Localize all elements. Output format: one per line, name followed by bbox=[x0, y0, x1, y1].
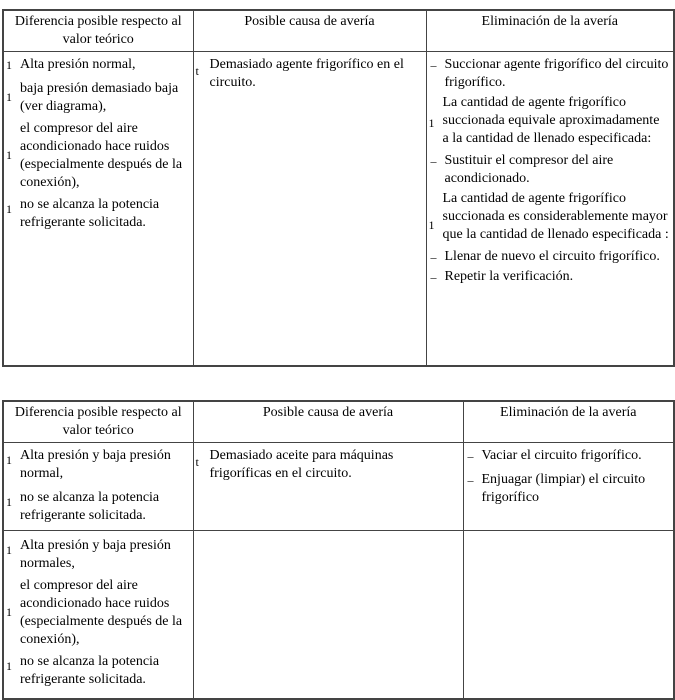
item-text: La cantidad de agente frigorífico succionada es considerablemente mayor que la cantidad de llenado especificada : bbox=[442, 191, 669, 242]
item-text: no se alcanza la potencia refrigerante solicitada. bbox=[20, 490, 160, 523]
item-text: no se alcanza la potencia refrigerante solicitada. bbox=[20, 654, 160, 687]
item-marker: 1 bbox=[6, 58, 12, 72]
item-marker: t bbox=[195, 64, 199, 78]
item-text: Vaciar el circuito frigorífico. bbox=[481, 448, 642, 463]
cell-difference bbox=[3, 443, 193, 531]
header-elimination: Eliminación de la avería bbox=[463, 401, 674, 443]
cell-elimination-empty bbox=[463, 531, 674, 699]
item-marker: 1 bbox=[6, 202, 12, 216]
list-item bbox=[6, 56, 191, 74]
list-item bbox=[429, 94, 670, 148]
item-text: Succionar agente frigorífico del circuito frigorífico. bbox=[444, 57, 669, 90]
list-item bbox=[6, 653, 191, 689]
item-text: Repetir la verificación. bbox=[444, 269, 574, 284]
list-item bbox=[6, 80, 191, 116]
list-item bbox=[466, 447, 670, 465]
list-item bbox=[429, 152, 670, 188]
dash-marker: – bbox=[430, 154, 437, 168]
header-cause: Posible causa de avería bbox=[193, 10, 426, 52]
dash-marker: – bbox=[467, 449, 474, 463]
item-text: Alta presión y baja presión normales, bbox=[20, 538, 171, 571]
table-header-row bbox=[3, 10, 674, 52]
list-item bbox=[196, 56, 422, 92]
item-text: Llenar de nuevo el circuito frigorífico. bbox=[444, 249, 660, 264]
item-text: Enjuagar (limpiar) el circuito frigorífico bbox=[481, 472, 646, 505]
cell-cause bbox=[193, 443, 463, 531]
item-text: Alta presión normal, bbox=[20, 57, 136, 72]
item-text: Sustituir el compresor del aire acondicionado. bbox=[444, 153, 614, 186]
cell-elimination bbox=[463, 443, 674, 531]
dash-marker: – bbox=[430, 58, 437, 72]
list-item bbox=[6, 489, 191, 525]
item-text: Demasiado agente frigorífico en el circuito. bbox=[209, 57, 404, 90]
item-text: no se alcanza la potencia refrigerante solicitada. bbox=[20, 197, 160, 230]
header-elimination: Eliminación de la avería bbox=[426, 10, 674, 52]
cell-difference bbox=[3, 531, 193, 699]
item-text: La cantidad de agente frigorífico succionada equivale aproximadamente a la cantidad de llenado especificada: bbox=[442, 95, 660, 146]
item-marker: 1 bbox=[6, 659, 12, 673]
table-row bbox=[3, 531, 674, 699]
list-item bbox=[429, 190, 670, 244]
item-marker: 1 bbox=[428, 116, 435, 130]
item-marker: 1 bbox=[6, 495, 12, 509]
item-marker: 1 bbox=[6, 605, 12, 619]
list-item bbox=[6, 577, 191, 649]
cell-cause-empty bbox=[193, 531, 463, 699]
cell-elimination bbox=[426, 52, 674, 366]
dash-marker: – bbox=[467, 473, 474, 487]
cell-difference bbox=[3, 52, 193, 366]
list-item bbox=[429, 56, 670, 92]
list-item bbox=[6, 120, 191, 192]
item-text: el compresor del aire acondicionado hace ruidos (especialmente después de la conexión), bbox=[20, 121, 183, 190]
item-text: Demasiado aceite para máquinas frigoríficas en el circuito. bbox=[209, 448, 394, 481]
list-item bbox=[6, 537, 191, 573]
list-item bbox=[196, 447, 459, 483]
list-item bbox=[466, 471, 670, 507]
item-text: el compresor del aire acondicionado hace ruidos (especialmente después de la conexión), bbox=[20, 578, 183, 647]
item-marker: 1 bbox=[6, 148, 12, 162]
fault-table-1 bbox=[2, 9, 675, 367]
list-item bbox=[6, 447, 191, 483]
table-row bbox=[3, 52, 674, 366]
item-marker: 1 bbox=[6, 90, 12, 104]
header-difference: Diferencia posible respecto al valor teórico bbox=[3, 10, 193, 52]
dash-marker: – bbox=[430, 250, 437, 264]
header-difference: Diferencia posible respecto al valor teórico bbox=[3, 401, 193, 443]
list-item bbox=[429, 248, 670, 266]
item-marker: 1 bbox=[6, 543, 12, 557]
fault-table-2 bbox=[2, 400, 675, 700]
table-header-row bbox=[3, 401, 674, 443]
cell-cause bbox=[193, 52, 426, 366]
item-marker: 1 bbox=[428, 218, 435, 232]
dash-marker: – bbox=[430, 270, 437, 284]
list-item bbox=[429, 268, 670, 286]
item-text: Alta presión y baja presión normal, bbox=[20, 448, 171, 481]
list-item bbox=[6, 196, 191, 232]
table-row bbox=[3, 443, 674, 531]
item-marker: 1 bbox=[6, 453, 12, 467]
item-text: baja presión demasiado baja (ver diagrama), bbox=[20, 81, 179, 114]
item-marker: t bbox=[195, 455, 199, 469]
header-cause: Posible causa de avería bbox=[193, 401, 463, 443]
